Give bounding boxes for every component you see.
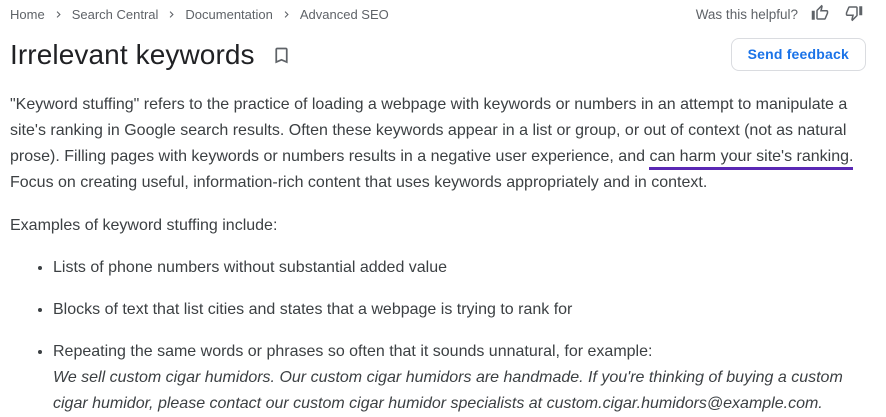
bookmark-icon bbox=[271, 45, 292, 69]
bookmark-button[interactable] bbox=[271, 45, 292, 69]
thumb-up-button[interactable] bbox=[808, 2, 832, 26]
list-item bbox=[53, 254, 866, 281]
annotated-phrase: can harm your site's ranking. bbox=[649, 148, 853, 170]
list-item-text: Lists of phone numbers without substantial added value bbox=[53, 259, 448, 276]
list-item bbox=[53, 296, 866, 323]
thumb-down-button[interactable] bbox=[842, 2, 866, 26]
list-item-text: Repeating the same words or phrases so often that it sounds unnatural, for example: bbox=[53, 343, 653, 360]
chevron-right-icon bbox=[165, 8, 178, 21]
list-item bbox=[53, 338, 866, 417]
breadcrumb-item-documentation[interactable]: Documentation bbox=[185, 6, 273, 22]
breadcrumb-item-advanced-seo[interactable]: Advanced SEO bbox=[299, 6, 389, 22]
breadcrumb bbox=[10, 7, 389, 22]
intro-text-after: Focus on creating useful, information-rich content that uses keywords appropriately and in context. bbox=[10, 174, 708, 191]
examples-heading: Examples of keyword stuffing include: bbox=[10, 217, 278, 234]
example-quote: We sell custom cigar humidors. Our custom cigar humidors are handmade. If you're thinking of buying a custom cigar humidor, please contact our custom cigar humidor specialists at custom.cigar.humidors@example.com. bbox=[53, 369, 843, 412]
intro-text-before: "Keyword stuffing" refers to the practice of loading a webpage with keywords or numbers in an attempt to manipulate a site's ranking in Google search results. Often these keywords appear in a list or group, or out of context (not as natural prose). Filling pages with keywords or numbers results in a negative user experience, and bbox=[10, 96, 848, 165]
breadcrumb-item-home[interactable]: Home bbox=[10, 6, 45, 22]
breadcrumb-item-search-central[interactable]: Search Central bbox=[71, 6, 159, 22]
list-item-text: Blocks of text that list cities and states that a webpage is trying to rank for bbox=[53, 301, 573, 318]
chevron-right-icon bbox=[280, 8, 293, 21]
examples-list bbox=[10, 254, 866, 417]
send-feedback-button[interactable]: Send feedback bbox=[731, 38, 866, 71]
helpful-label: Was this helpful? bbox=[695, 6, 798, 22]
helpful-widget bbox=[696, 2, 866, 26]
page-header bbox=[10, 38, 866, 71]
page-title: Irrelevant keywords bbox=[10, 38, 255, 70]
thumb-up-icon bbox=[811, 4, 829, 25]
intro-paragraph bbox=[10, 92, 866, 196]
thumb-down-icon bbox=[845, 4, 863, 25]
chevron-right-icon bbox=[52, 8, 65, 21]
top-bar bbox=[10, 3, 866, 25]
